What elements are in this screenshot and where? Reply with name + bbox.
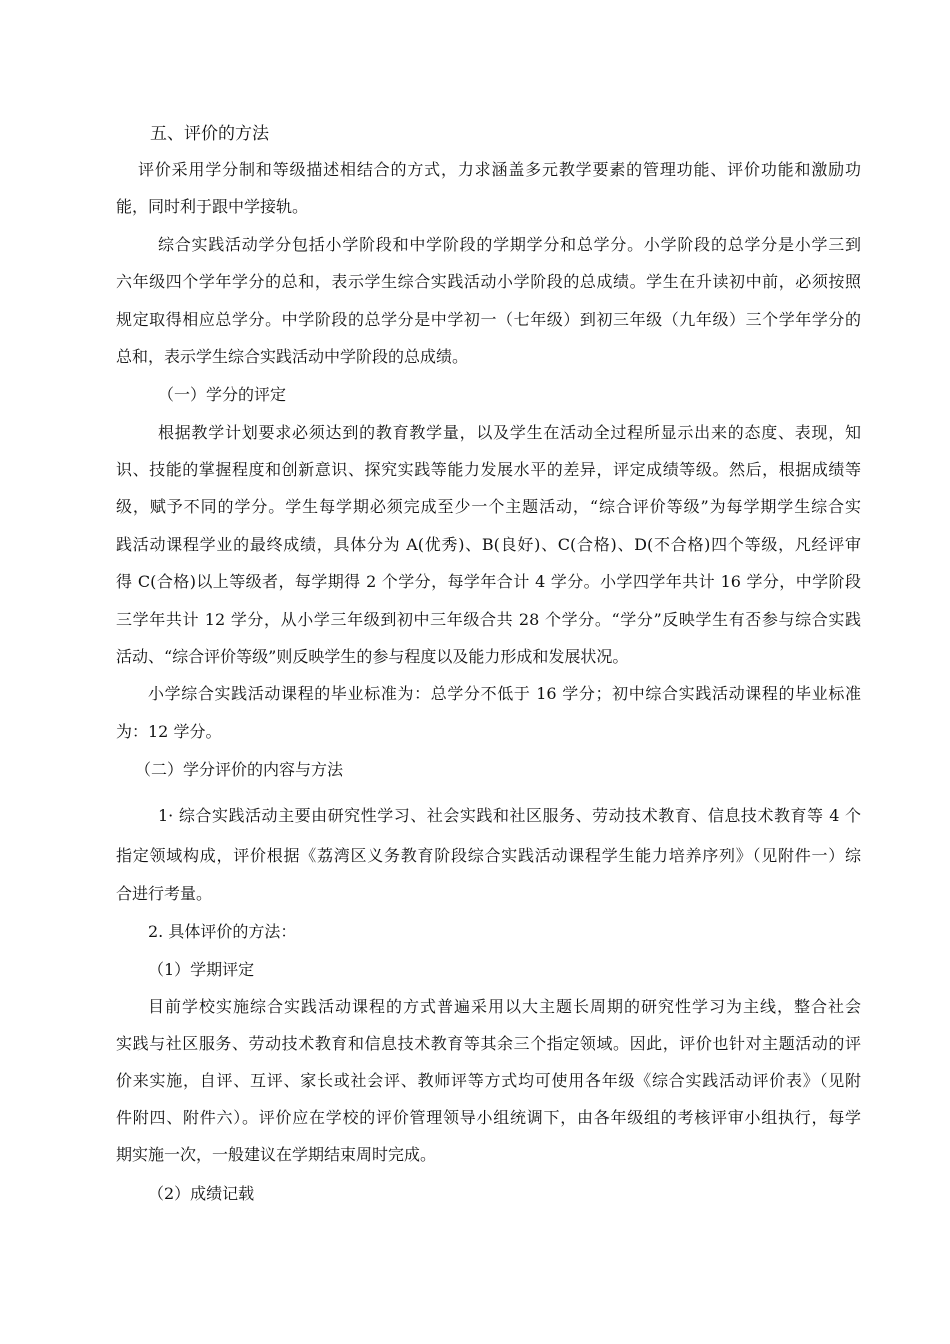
item2-2-title: （2）成绩记载 (148, 1184, 255, 1203)
sub1-line-1: 根据教学计划要求必须达到的教育教学量，以及学生在活动全过程所显示出来的态度、表现，知 (158, 423, 861, 442)
item2-1-line-4: 件附四、附件六）。评价应在学校的评价管理领导小组统调下，由各年级组的考核评审小组执行，每学 (116, 1108, 861, 1127)
subsection-1-title: （一）学分的评定 (158, 385, 287, 404)
item2-1-line-1: 目前学校实施综合实践活动课程的方式普遍采用以大主题长周期的研究性学习为主线，整合社会 (148, 997, 861, 1016)
item2-1-line-3: 价来实施，自评、互评、家长或社会评、教师评等方式均可使用各年级《综合实践活动评价表》（见附 (116, 1071, 861, 1090)
sub1-line-5: 得 C(合格)以上等级者，每学期得 2 个学分，每学年合计 4 学分。小学四学年共计 16 学分，中学阶段 (116, 572, 861, 591)
intro-line-2: 能，同时利于跟中学接轨。 (116, 197, 309, 216)
credit-line-3: 规定取得相应总学分。中学阶段的总学分是中学初一（七年级）到初三年级（九年级）三个学年学分的 (116, 310, 861, 329)
intro-line-1: 评价采用学分制和等级描述相结合的方式，力求涵盖多元教学要素的管理功能、评价功能和激励功 (138, 160, 861, 179)
graduation-line-2: 为：12 学分。 (116, 722, 222, 741)
graduation-line-1: 小学综合实践活动课程的毕业标准为：总学分不低于 16 学分；初中综合实践活动课程的毕业标准 (148, 684, 861, 703)
sub1-line-3: 级，赋予不同的学分。学生每学期必须完成至少一个主题活动，“综合评价等级”为每学期学生综合实 (116, 497, 861, 516)
item2-title: 2. 具体评价的方法： (148, 922, 297, 941)
item2-1-line-2: 实践与社区服务、劳动技术教育和信息技术教育等其余三个指定领域。因此，评价也针对主题活动的评 (116, 1034, 861, 1053)
credit-line-1: 综合实践活动学分包括小学阶段和中学阶段的学期学分和总学分。小学阶段的总学分是小学三到 (158, 235, 861, 254)
sub1-line-4: 践活动课程学业的最终成绩，具体分为 A(优秀)、B(良好)、C(合格)、D(不合格)四个等级，凡经评审 (116, 535, 861, 554)
sub1-line-7: 活动、“综合评价等级”则反映学生的参与程度以及能力形成和发展状况。 (116, 647, 629, 666)
item2-1-line-5: 期实施一次，一般建议在学期结束周时完成。 (116, 1145, 437, 1164)
subsection-2-title: （二）学分评价的内容与方法 (135, 760, 344, 779)
item1-line-3: 合进行考量。 (116, 884, 213, 903)
section-title: 五、评价的方法 (150, 124, 269, 144)
sub1-line-6: 三学年共计 12 学分，从小学三年级到初中三年级合共 28 个学分。“学分”反映学生有否参与综合实践 (116, 610, 861, 629)
item2-1-title: （1）学期评定 (148, 960, 255, 979)
credit-line-4: 总和，表示学生综合实践活动中学阶段的总成绩。 (116, 347, 469, 366)
item1-line-2: 指定领域构成，评价根据《荔湾区义务教育阶段综合实践活动课程学生能力培养序列》（见附件一）综 (116, 846, 861, 865)
item1-line-1: 1· 综合实践活动主要由研究性学习、社会实践和社区服务、劳动技术教育、信息技术教育等 4 个 (158, 806, 861, 825)
credit-line-2: 六年级四个学年学分的总和，表示学生综合实践活动小学阶段的总成绩。学生在升读初中前，必须按照 (116, 272, 861, 291)
sub1-line-2: 识、技能的掌握程度和创新意识、探究实践等能力发展水平的差异，评定成绩等级。然后，根据成绩等 (116, 460, 861, 479)
